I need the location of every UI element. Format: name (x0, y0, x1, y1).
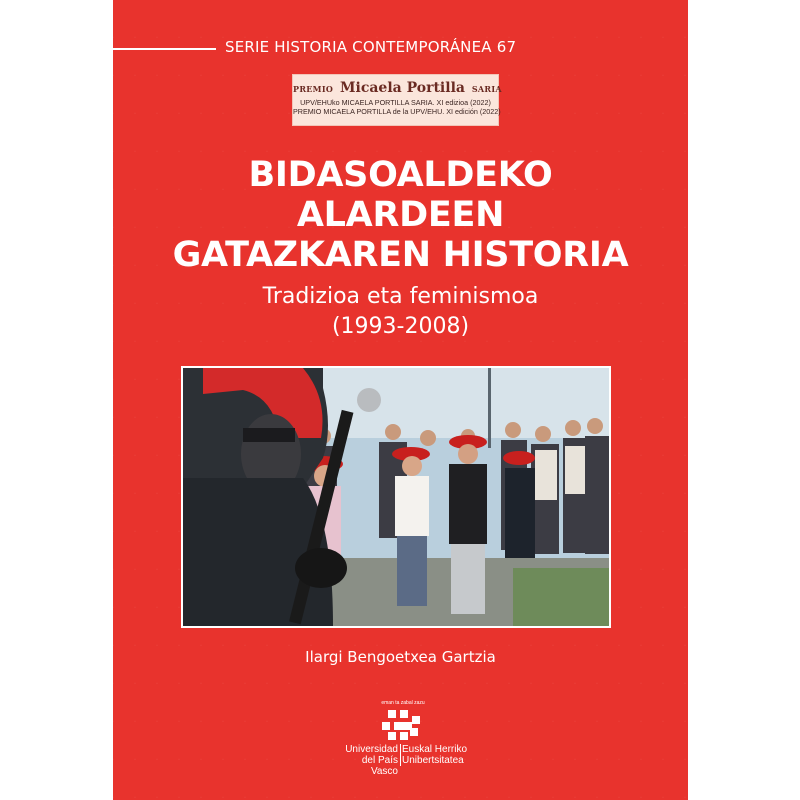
award-heading (293, 80, 502, 96)
publisher-spanish-line-2: del País Vasco (361, 755, 398, 777)
series-rule (113, 48, 216, 50)
book-cover (113, 0, 688, 800)
book-subtitle (113, 282, 688, 342)
publisher-name-basque (402, 744, 477, 766)
publisher-motto: eman ta zabal zazu (381, 700, 425, 706)
subtitle-line-1: Tradizioa eta feminismoa (262, 284, 539, 309)
university-emblem-icon (380, 708, 426, 742)
award-prefix: PREMIO (293, 84, 334, 94)
author-name: Ilargi Bengoetxea Gartzia (305, 648, 496, 666)
publisher-logo (338, 700, 468, 790)
award-line-basque: UPV/EHUko MICAELA PORTILLA SARIA. XI edizioa (2022) (300, 98, 491, 107)
publisher-divider (400, 744, 401, 766)
publisher-basque-line-1: Euskal Herriko (402, 744, 468, 755)
award-name: Micaela Portilla (340, 80, 465, 96)
subtitle-line-2: (1993-2008) (331, 314, 470, 339)
award-badge (292, 74, 502, 126)
title-line-3: GATAZKAREN HISTORIA (172, 235, 629, 275)
publisher-name-spanish (338, 744, 398, 777)
book-title (113, 155, 688, 275)
award-line-spanish: PREMIO MICAELA PORTILLA de la UPV/EHU. XI edición (2022) (293, 106, 501, 116)
publisher-basque-line-2: Unibertsitatea (402, 755, 464, 766)
series-label: SERIE HISTORIA CONTEMPORÁNEA 67 (225, 38, 517, 56)
publisher-spanish-line-1: Universidad (345, 744, 398, 755)
title-line-2: ALARDEEN (296, 195, 505, 235)
cover-photo (181, 366, 611, 628)
title-line-1: BIDASOALDEKO (248, 155, 553, 195)
award-suffix: SARIA (471, 84, 502, 94)
crowd-photo-illustration (183, 368, 609, 626)
